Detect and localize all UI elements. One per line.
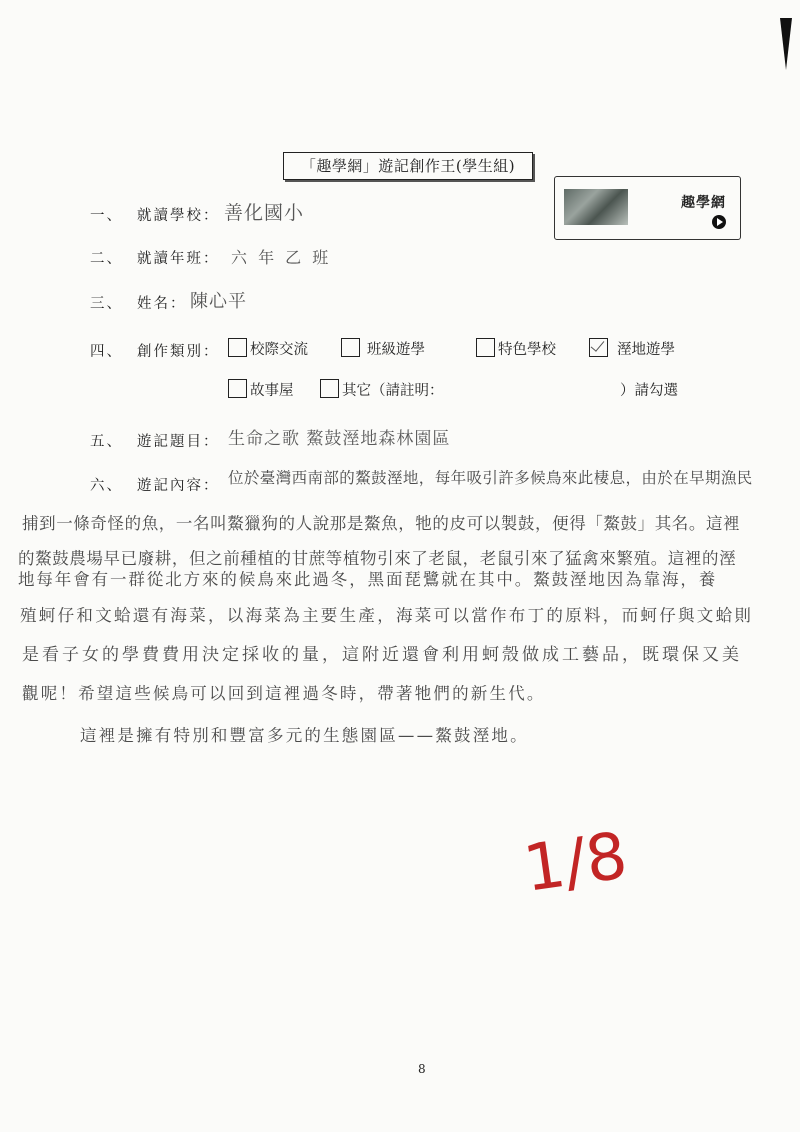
checkbox-story-house[interactable] bbox=[228, 379, 247, 398]
checkbox-class-study[interactable] bbox=[341, 338, 360, 357]
option-story-house[interactable] bbox=[228, 379, 294, 400]
essay-line: 殖蚵仔和文蛤還有海菜，以海菜為主要生產，海菜可以當作布丁的原料，而蚵仔與文蛤則 bbox=[20, 606, 754, 625]
essay-line: 這裡是擁有特別和豐富多元的生態園區——鰲鼓溼地。 bbox=[80, 726, 529, 745]
name-label: 姓名： bbox=[137, 296, 187, 312]
category-label: 創作類別： bbox=[137, 344, 220, 360]
checkbox-wetland-study-checked[interactable] bbox=[589, 338, 608, 357]
logo-photo bbox=[564, 189, 628, 225]
essay-line: 觀呢！希望這些候鳥可以回到這裡過冬時，帶著牠們的新生代。 bbox=[22, 684, 546, 703]
essay-first-line: 位於臺灣西南部的鰲鼓溼地，每年吸引許多候鳥來此棲息，由於在早期漁民 bbox=[228, 469, 753, 487]
option-special-school[interactable] bbox=[476, 338, 556, 359]
checkbox-inter-school[interactable] bbox=[228, 338, 247, 357]
topic-label: 遊記題目： bbox=[137, 434, 220, 450]
grade-mark: 1/8 bbox=[519, 819, 632, 907]
essay-line: 的鰲鼓農場早已廢耕，但之前種植的甘蔗等植物引來了老鼠，老鼠引來了猛禽來繁殖。這裡的溼 bbox=[18, 549, 737, 568]
grade-label: 就讀年班： bbox=[137, 251, 220, 267]
logo-text: 趣學網 bbox=[681, 195, 726, 211]
option-wetland-study[interactable] bbox=[589, 338, 675, 359]
row-number-category: 四、 bbox=[90, 344, 123, 360]
name-value: 陳心平 bbox=[190, 291, 247, 312]
school-value: 善化國小 bbox=[224, 202, 305, 224]
row-number-name: 三、 bbox=[90, 296, 123, 312]
play-icon bbox=[712, 215, 726, 229]
row-number-topic: 五、 bbox=[90, 434, 123, 450]
option-class-study[interactable] bbox=[341, 338, 425, 359]
option-label: 校際交流 bbox=[250, 342, 308, 358]
option-label: 其它（請註明： bbox=[342, 383, 444, 399]
checkbox-special-school[interactable] bbox=[476, 338, 495, 357]
grade-value: 六 年 乙 班 bbox=[231, 248, 332, 267]
content-label: 遊記內容： bbox=[137, 478, 220, 494]
row-number-school: 一、 bbox=[90, 208, 123, 224]
option-label: 特色學校 bbox=[498, 342, 556, 358]
topic-value: 生命之歌 鰲鼓溼地森林園區 bbox=[228, 429, 451, 449]
option-label: 溼地遊學 bbox=[617, 342, 675, 358]
page-number: 8 bbox=[418, 1062, 426, 1076]
row-number-content: 六、 bbox=[90, 478, 123, 494]
checkbox-other[interactable] bbox=[320, 379, 339, 398]
option-other[interactable] bbox=[320, 379, 444, 400]
school-label: 就讀學校： bbox=[137, 208, 220, 224]
row-number-grade: 二、 bbox=[90, 251, 123, 267]
essay-line: 地每年會有一群從北方來的候鳥來此過冬，黑面琵鷺就在其中。鰲鼓溼地因為靠海，養 bbox=[18, 570, 718, 589]
logo-box bbox=[554, 176, 741, 240]
essay-line: 是看子女的學費費用決定採收的量，這附近還會利用蚵殼做成工藝品，既環保又美 bbox=[22, 645, 742, 665]
corner-mark bbox=[780, 18, 792, 70]
essay-line: 捕到一條奇怪的魚，一名叫鰲獵狗的人說那是鰲魚，牠的皮可以製鼓，便得「鰲鼓」其名。這裡 bbox=[22, 514, 741, 533]
option-label: 班級遊學 bbox=[367, 342, 425, 358]
option-inter-school[interactable] bbox=[228, 338, 308, 359]
form-title: 「趣學網」遊記創作王(學生組) bbox=[283, 152, 533, 180]
option-label: 故事屋 bbox=[250, 383, 294, 399]
category-suffix: ）請勾選 bbox=[620, 383, 678, 399]
